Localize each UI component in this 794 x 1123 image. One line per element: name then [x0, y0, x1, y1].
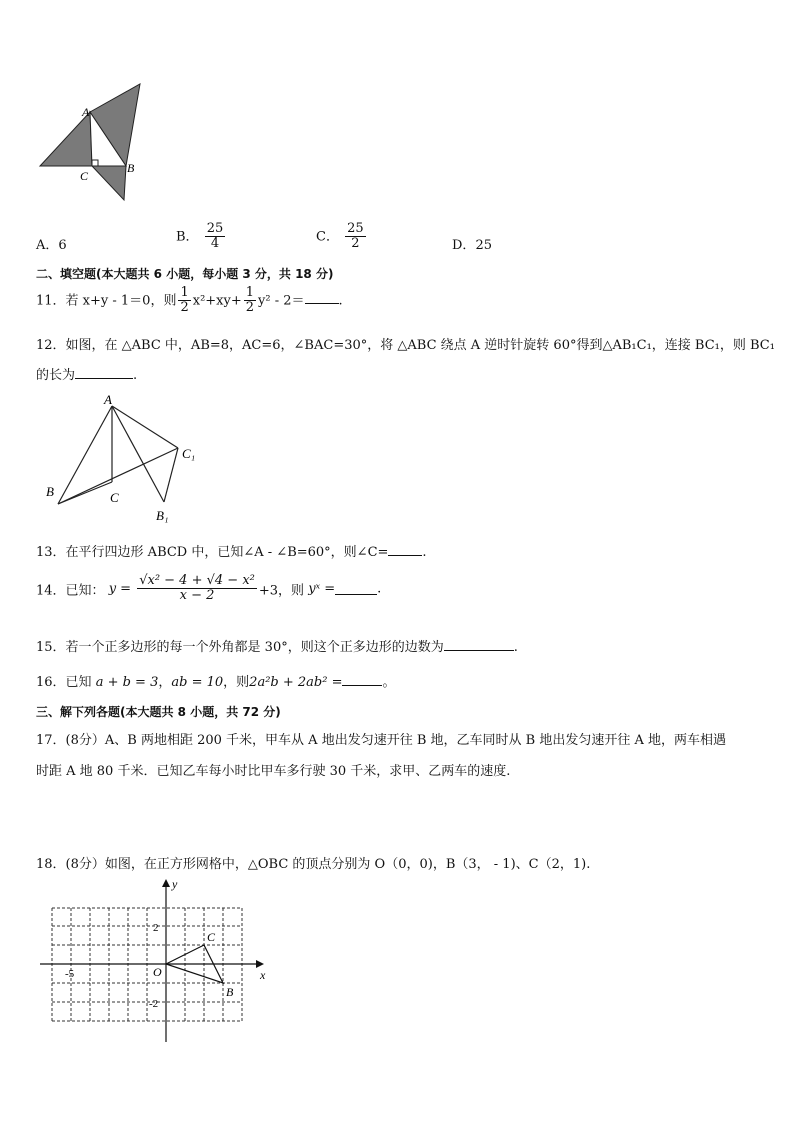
label-c: C	[80, 169, 89, 183]
axis-label-y: y	[172, 877, 178, 891]
q16-end: 。	[382, 675, 396, 690]
q15-answer-blank[interactable]	[444, 638, 514, 651]
left-shaded-triangle	[40, 112, 92, 166]
x-axis-arrow	[256, 960, 264, 968]
label-c: C	[110, 490, 119, 505]
label-o: O	[153, 965, 162, 979]
tick-label-minus-5: -5	[65, 968, 75, 980]
question12-line2	[36, 364, 137, 383]
question15	[36, 636, 518, 655]
label-b: B	[226, 985, 234, 999]
option-c-fraction	[345, 222, 366, 252]
denominator: 2	[351, 236, 360, 252]
option-c-letter: C．	[316, 229, 339, 245]
y-axis-arrow	[162, 879, 170, 887]
question12-figure	[40, 392, 210, 527]
q14-fraction	[137, 574, 257, 604]
q11-half-fraction-1	[178, 286, 190, 316]
section2-heading: 二、填空题(本大题共 6 小题，每小题 3 分，共 18 分)	[36, 267, 334, 281]
segment-ab	[58, 406, 112, 504]
segment-b1c1	[164, 448, 178, 502]
question16	[36, 671, 395, 690]
q15-text: 15．若一个正多边形的每一个外角都是 30°，则这个正多边形的边数为	[36, 640, 444, 655]
q11-middle-1: x²+xy+	[192, 293, 242, 309]
q11-middle-2: y² - 2＝	[258, 293, 305, 309]
label-a: A	[82, 105, 90, 119]
q11-answer-blank[interactable]	[305, 291, 339, 304]
q13-end: .	[422, 545, 427, 560]
question12-line1: 12．如图，在 △ABC 中，AB=8，AC=6，∠BAC=30°，将 △ABC 绕点 A 逆时针旋转 60°得到△AB₁C₁，连接 BC₁，则 BC₁	[36, 338, 775, 353]
q14-y: y =	[108, 581, 132, 597]
q11-prefix: 11．若 x+y - 1＝0，则	[36, 293, 177, 309]
question13	[36, 541, 427, 560]
option-a-value: 6	[58, 238, 67, 253]
label-c1: C₁	[182, 446, 196, 461]
question17-line1: 17．(8分）A、B 两地相距 200 千米，甲车从 A 地出发匀速开往 B 地，乙车同时从 B 地出发匀速开往 A 地，两车相遇	[36, 733, 726, 748]
q16-expression: 2a²b + 2ab² =	[249, 675, 343, 690]
q12-answer-blank[interactable]	[75, 366, 133, 379]
q12-end: .	[133, 368, 138, 383]
segment-ab1	[112, 406, 164, 502]
option-d[interactable]	[452, 234, 492, 253]
q14-y-power-x: yˣ =	[308, 581, 336, 597]
numerator: 1	[245, 285, 255, 300]
question18: 18．(8分）如图，在正方形网格中，△OBC 的顶点分别为 O（0，0)，B（3， - 1)、C（2，1).	[36, 857, 591, 872]
q11-end: .	[338, 293, 343, 309]
q13-answer-blank[interactable]	[388, 543, 422, 556]
label-b1: B₁	[156, 508, 169, 523]
q16-answer-blank[interactable]	[342, 673, 382, 686]
label-b: B	[46, 484, 54, 499]
option-b-letter: B．	[176, 229, 199, 245]
q14-answer-blank[interactable]	[335, 582, 377, 595]
q16-mid: ，则	[223, 675, 250, 690]
section3-heading: 三、解下列各题(本大题共 8 小题，共 72 分)	[36, 705, 281, 719]
bottom-shaded-triangle	[92, 166, 126, 200]
tick-label-2: 2	[153, 922, 159, 934]
numerator: √x² − 4 + √4 − x²	[139, 573, 255, 588]
q12-line2-text: 的长为	[36, 368, 76, 383]
label-b: B	[127, 161, 135, 175]
label-c: C	[207, 930, 216, 944]
segment-ac1	[112, 406, 178, 448]
option-d-value: 25	[475, 238, 492, 253]
q16-prefix: 16．已知	[36, 675, 92, 690]
numerator: 25	[206, 221, 224, 236]
option-b[interactable]	[176, 222, 227, 252]
denominator: 4	[210, 236, 220, 252]
q14-prefix: 14．已知：	[36, 583, 105, 599]
question18-figure	[36, 874, 276, 1049]
denominator: x − 2	[179, 588, 215, 604]
option-b-fraction	[205, 222, 226, 252]
question14	[36, 574, 381, 604]
question11	[36, 286, 343, 316]
q15-end: .	[513, 640, 518, 655]
q16-condition-2: ab = 10	[171, 675, 224, 690]
q14-plus: +3，则	[258, 583, 305, 599]
question10-figure	[36, 80, 156, 205]
option-d-letter: D．	[452, 238, 476, 253]
q14-end: .	[377, 581, 382, 597]
option-a[interactable]	[36, 234, 67, 253]
tick-label-minus-2: -2	[149, 998, 159, 1010]
label-a: A	[104, 392, 112, 407]
q16-separator: ，	[158, 675, 172, 690]
axis-label-x: x	[260, 968, 266, 982]
denominator: 2	[180, 300, 189, 316]
numerator: 1	[180, 285, 189, 300]
question17-line2: 时距 A 地 80 千米．已知乙车每小时比甲车多行驶 30 千米，求甲、乙两车的速度.	[36, 764, 511, 779]
numerator: 25	[347, 221, 364, 236]
denominator: 2	[245, 300, 255, 316]
option-c[interactable]	[316, 222, 368, 252]
q11-half-fraction-2	[244, 286, 256, 316]
option-a-letter: A．	[36, 238, 59, 253]
q16-condition-1: a + b = 3	[95, 675, 159, 690]
q13-text: 13．在平行四边形 ABCD 中，已知∠A - ∠B=60°，则∠C=	[36, 545, 389, 560]
